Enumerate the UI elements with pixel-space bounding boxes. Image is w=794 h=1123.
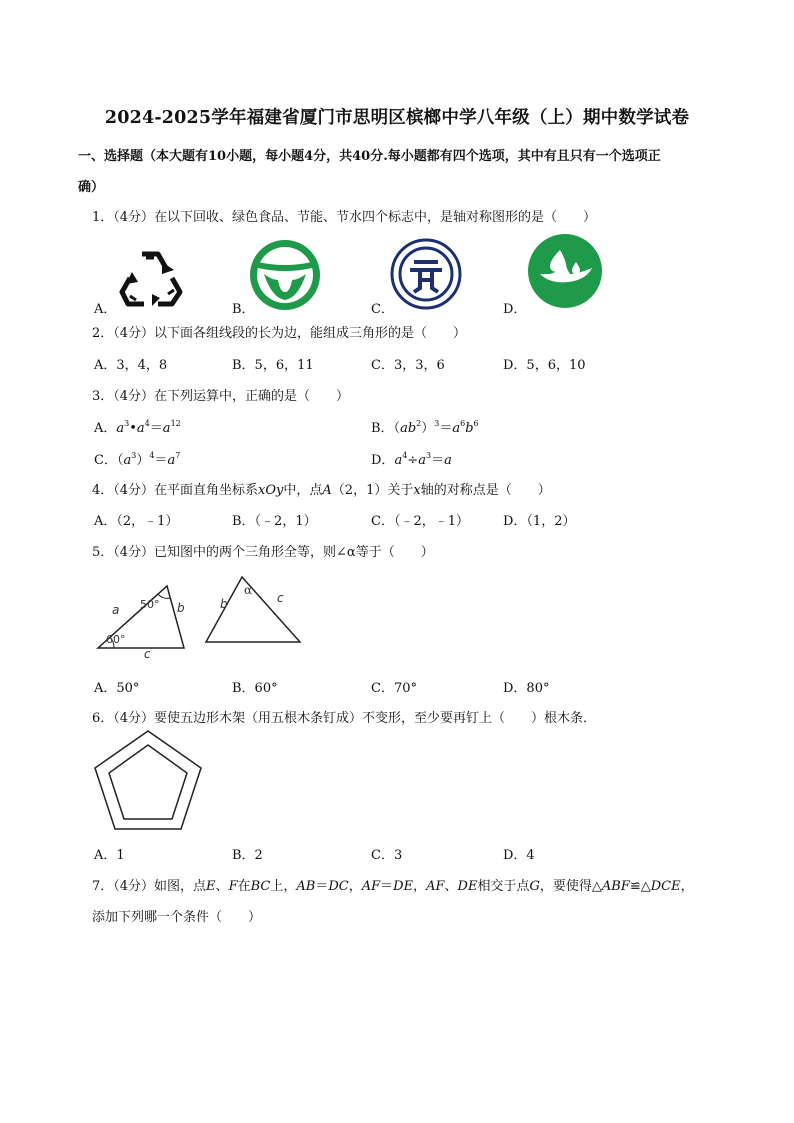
question-2-stem: 2．（4分）以下面各组线段的长为边，能组成三角形的是（ ）	[92, 326, 467, 341]
option-label: B．	[232, 302, 255, 317]
q5-option-c: C．70°	[371, 681, 417, 696]
q3-option-a: A．$a^3•a^4=a^{12}$	[94, 419, 181, 436]
section-heading: 一、选择题（本大题有10小题，每小题4分，共40分.每小题都有四个选项，其中有且只有一个选项正	[78, 149, 661, 164]
q2-option-b: B．5，6，11	[232, 358, 314, 373]
q2-option-d: D．5，6，10	[503, 358, 586, 373]
q6-option-c: C．3	[371, 848, 403, 863]
angle-label: 50°	[140, 598, 160, 611]
q4-option-b: B．（﹣2，1）	[232, 514, 317, 529]
question-7-stem-cont: 添加下列哪一个条件（ ）	[92, 910, 262, 925]
energy-saving-icon	[390, 238, 462, 310]
q3-option-d: D．$a^4\div a^3=a$	[371, 451, 452, 468]
question-7-stem: 7．（4分）如图，点E、F在BC上，AB＝DC，AF＝DE，AF、DE相交于点G，要使得△ABF≌△DCE，	[92, 879, 694, 894]
q4-option-a: A．（2，﹣1）	[94, 514, 179, 529]
side-label-b: b	[220, 597, 228, 611]
q5-option-d: D．80°	[503, 681, 550, 696]
green-food-icon	[250, 240, 320, 310]
q5-option-b: B．60°	[232, 681, 278, 696]
section-heading-cont: 确）	[78, 180, 105, 195]
option-label: C．	[371, 302, 394, 317]
question-6-stem: 6．（4分）要使五边形木架（用五根木条钉成）不变形，至少要再钉上（ ）根木条．	[92, 711, 597, 726]
question-1-stem: 1．（4分）在以下回收、绿色食品、节能、节水四个标志中，是轴对称图形的是（ ）	[92, 210, 597, 225]
q6-option-a: A．1	[94, 848, 125, 863]
option-label: D．	[503, 302, 527, 317]
triangle-figure-1	[92, 580, 192, 660]
question-4-stem: 4．（4分）在平面直角坐标系xOy中，点A（2，1）关于x轴的对称点是（ ）	[92, 483, 551, 498]
side-label-c: c	[144, 647, 151, 661]
q6-option-d: D．4	[503, 848, 535, 863]
q2-option-a: A．3，4，8	[94, 358, 168, 373]
water-saving-icon	[528, 234, 602, 308]
side-label-a: a	[112, 603, 120, 617]
option-label: A．	[94, 302, 117, 317]
question-3-stem: 3．（4分）在下列运算中，正确的是（ ）	[92, 389, 350, 404]
side-label-b: b	[177, 601, 185, 615]
angle-label: 60°	[106, 633, 126, 646]
recycle-icon	[118, 244, 184, 310]
q3-option-b: B．$(ab^2)^3=a^6b^6$	[371, 419, 479, 436]
q4-option-d: D．（1，2）	[503, 514, 576, 529]
triangle-figure-2	[200, 572, 305, 648]
q2-option-c: C．3，3，6	[371, 358, 445, 373]
q5-option-a: A．50°	[94, 681, 140, 696]
pentagon-frame-figure	[92, 728, 204, 832]
alpha-label: α	[244, 583, 253, 597]
q4-option-c: C．（﹣2，﹣1）	[371, 514, 469, 529]
side-label-c: c	[277, 591, 284, 605]
q3-option-c: C．$(a^3)^4=a^7$	[94, 451, 181, 468]
q6-option-b: B．2	[232, 848, 263, 863]
question-5-stem: 5．（4分）已知图中的两个三角形全等，则∠α等于（ ）	[92, 545, 434, 560]
page-title: 2024-2025学年福建省厦门市思明区槟榔中学八年级（上）期中数学试卷	[104, 108, 690, 128]
